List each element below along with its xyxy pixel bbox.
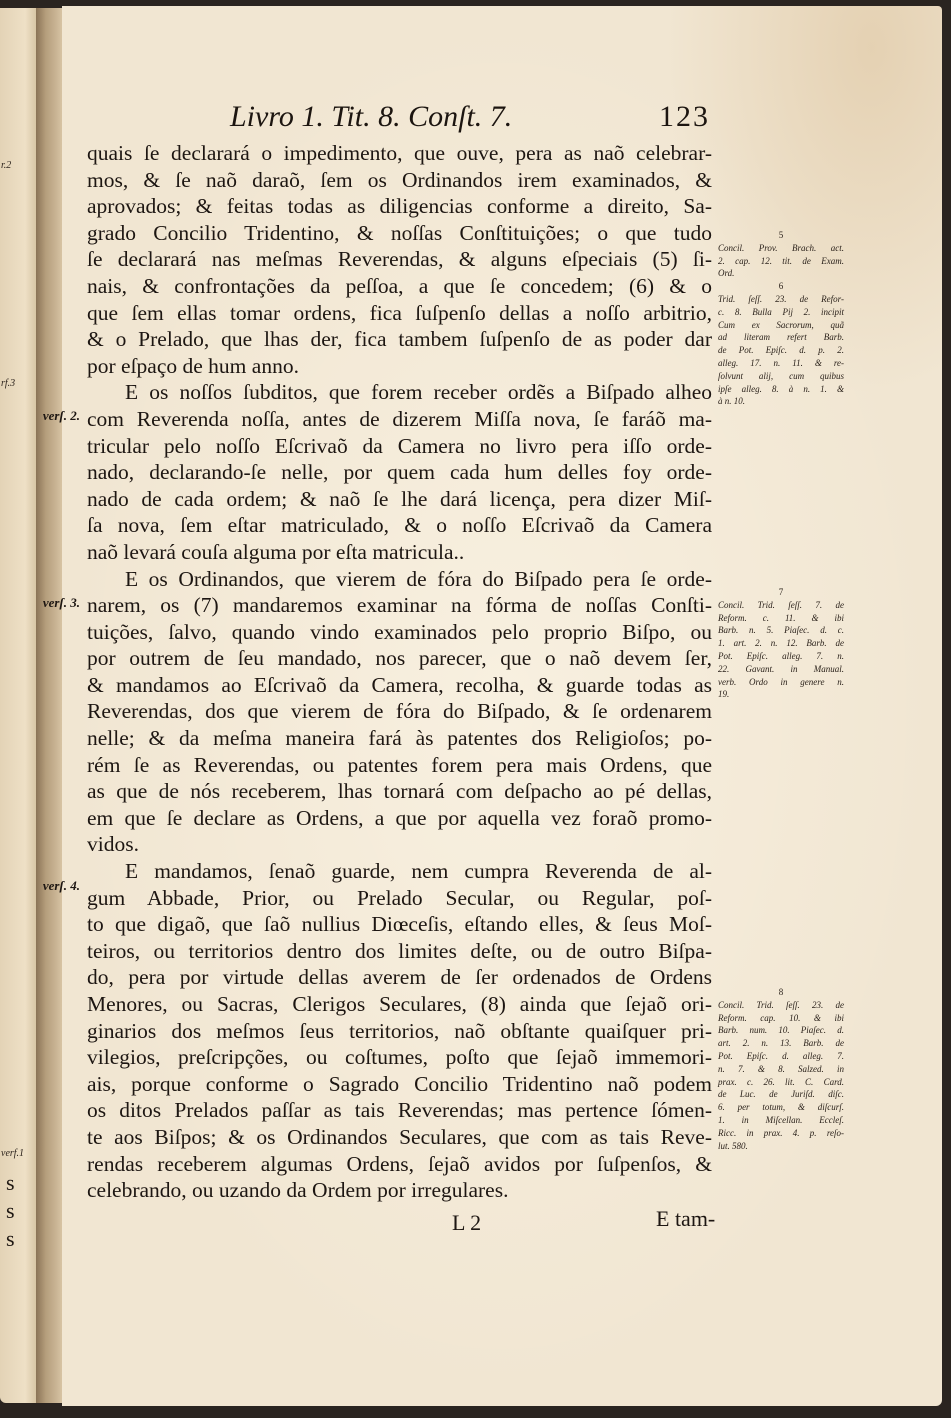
note-line: Ricc. in prax. 4. p. reſo- xyxy=(718,1127,844,1138)
body-line: aprovados; & feitas todas as diligencias conforme a direito, Sa- xyxy=(87,194,712,219)
body-line: do, pera por virtude dellas averem de ſer ordenados de Ordens xyxy=(87,965,712,990)
running-title: Livro 1. Tit. 8. Conſt. 7. xyxy=(230,100,513,133)
body-line: rém ſe as Reverendas, ou patentes forem pera mais Ordens, que xyxy=(87,752,712,777)
body-line: os ditos Prelados paſſar as tais Reverendas; mas pertence ſómen- xyxy=(87,1098,712,1123)
note-line: n. 7. & 8. Salzed. in xyxy=(718,1063,844,1074)
note-line: c. 8. Bulla Pij 2. incipit xyxy=(718,306,844,317)
previous-page-verse-note: r.2 xyxy=(1,160,12,171)
note-line: verb. Ordo in genere n. xyxy=(718,676,844,687)
body-line: mos, & ſe naõ daraõ, ſem os Ordinandos irem examinados, & xyxy=(87,167,712,192)
signature-mark: L 2 xyxy=(452,1210,482,1235)
note-line: lut. 580. xyxy=(718,1140,748,1151)
page-header xyxy=(230,100,710,140)
note-line: Ord. xyxy=(718,268,735,279)
note-line: ſolvunt alij, cum quibus xyxy=(718,370,844,381)
body-line: por outrem de ſeu mandado, nos parecer, que o naõ devem ſer, xyxy=(87,646,712,671)
note-number: 7 xyxy=(778,587,784,597)
body-line: as que de nós receberem, lhas tornará com deſpacho ao pé dellas, xyxy=(87,779,712,804)
note-line: Concil. Prov. Brach. act. xyxy=(718,242,844,253)
note-line: Barb. num. 10. Piaſec. d. xyxy=(718,1025,844,1036)
body-line: nais, & confrontações da peſſoa, a que ſe concedem; (6) & o xyxy=(87,273,712,298)
previous-page-fragment: s xyxy=(6,1226,15,1251)
marginal-note-8 xyxy=(718,986,844,1152)
body-line: em que ſe declare as Ordens, a que por aquella vez foraõ promo- xyxy=(87,805,712,830)
body-line: to que digaõ, que ſaõ nullius Diœceſis, eſtando elles, & ſeus Moſ- xyxy=(87,912,712,937)
body-line: grado Concilio Tridentino, & noſſas Conſtituições; o que tudo xyxy=(87,220,712,245)
note-line: art. 2. n. 13. Barb. de xyxy=(718,1038,844,1049)
note-line: de Luc. de Juriſd. diſc. xyxy=(718,1089,844,1100)
body-line: teiros, ou territorios dentro dos limites deſte, ou de outro Biſpa- xyxy=(87,938,712,963)
body-line: que ſem ellas tomar ordens, fica ſuſpenſo dellas a noſſo arbitrio, xyxy=(87,300,712,325)
body-line: tricular pelo noſſo Eſcrivaõ da Camera no livro pera iſſo orde- xyxy=(87,433,712,458)
body-line: & o Prelado, que lhas der, fica tambem ſuſpenſo de as poder dar xyxy=(87,327,712,352)
body-line: E mandamos, ſenaõ guarde, nem cumpra Reverenda de al- xyxy=(125,859,712,884)
body-line: ſa nova, ſem eſtar matriculado, & o noſſo Eſcrivaõ da Camera xyxy=(87,513,712,538)
body-line: quais ſe declarará o impedimento, que ouve, pera as naõ celebrar- xyxy=(87,141,712,165)
body-line: por eſpaço de hum anno. xyxy=(87,353,299,378)
previous-page-verse-note: verf.1 xyxy=(1,1148,25,1159)
book-gutter xyxy=(36,8,64,1403)
note-line: 22. Gavant. in Manual. xyxy=(718,663,844,674)
body-line: narem, os (7) mandaremos examinar na fórma de noſſas Conſti- xyxy=(87,593,712,618)
note-line: Reform. cap. 10. & ibi xyxy=(718,1012,844,1023)
body-line: vidos. xyxy=(87,832,139,857)
note-line: 19. xyxy=(718,689,730,700)
note-line: ad literam refert Barb. xyxy=(718,332,844,343)
note-line: 2. cap. 12. tit. de Exam. xyxy=(718,255,844,266)
body-line: ais, porque conforme o Sagrado Concilio Tridentino naõ podem xyxy=(87,1071,712,1096)
note-line: Concil. Trid. ſeſſ. 23. de xyxy=(718,999,844,1010)
note-line: 6. per totum, & diſcurſ. xyxy=(718,1102,844,1113)
body-text xyxy=(87,140,712,1204)
body-line: ginarios dos meſmos ſeus territorios, naõ obſtante quaiſquer pri- xyxy=(87,1018,712,1043)
page-number: 123 xyxy=(659,100,710,133)
note-line: Concil. Trid. ſeſſ. 7. de xyxy=(718,599,844,610)
note-line: Trid. ſeſſ. 23. de Refor- xyxy=(718,293,844,304)
note-number: 8 xyxy=(778,987,784,997)
body-line: nelle; & da meſma maneira fará às patentes dos Religioſos; po- xyxy=(87,726,712,751)
body-line: com Reverenda noſſa, antes de dizerem Miſſa nova, ſe faráõ ma- xyxy=(87,406,712,431)
note-line: prax. c. 26. lit. C. Card. xyxy=(718,1076,844,1087)
marginal-note-5 xyxy=(718,229,844,408)
body-line: te aos Biſpos; & os Ordinandos Seculares, que com as tais Reve- xyxy=(87,1124,712,1149)
note-line: 1. art. 2. n. 12. Barb. de xyxy=(718,638,844,649)
body-line: nado, declarando-ſe nelle, por quem cada hum delles foy orde- xyxy=(87,460,712,485)
body-line: & mandamos ao Eſcrivaõ da Camera, recolha, & guarde todas as xyxy=(87,672,712,697)
note-line: ipſe alleg. 8. à n. 1. & xyxy=(718,383,844,394)
note-line: Cum ex Sacrorum, quã xyxy=(718,319,844,330)
catchword: E tam- xyxy=(656,1206,716,1231)
body-line: ſe declarará nas meſmas Reverendas, & alguns eſpeciais (5) ſi- xyxy=(87,247,712,272)
body-line: nado de cada ordem; & naõ ſe lhe dará licença, pera dizer Miſ- xyxy=(87,486,712,511)
previous-page-fragment: s xyxy=(6,1198,15,1223)
note-line: de Pot. Epiſc. d. p. 2. xyxy=(718,345,844,356)
body-line: gum Abbade, Prior, ou Prelado Secular, ou Regular, poſ- xyxy=(87,885,712,910)
body-line: E os noſſos ſubditos, que forem receber ordẽs a Biſpado alheo xyxy=(125,380,712,405)
note-line: Pot. Epiſc. d. alleg. 7. xyxy=(718,1050,844,1061)
note-line: Barb. n. 5. Piaſec. d. c. xyxy=(718,625,844,636)
note-line: Reform. c. 11. & ibi xyxy=(718,612,844,623)
body-line: celebrando, ou uzando da Ordem por irregulares. xyxy=(87,1178,509,1203)
body-line: rendas receberem algumas Ordens, ſejaõ avidos por ſuſpenſos, & xyxy=(87,1151,712,1176)
body-line: Menores, ou Sacras, Clerigos Seculares, (8) ainda que ſejaõ ori- xyxy=(87,992,712,1016)
verse-marker: verſ. 2. xyxy=(42,408,80,423)
previous-page-verse-note: rf.3 xyxy=(1,378,16,389)
marginal-note-7 xyxy=(718,586,844,701)
body-line: tuições, ſalvo, quando vindo examinados pelo proprio Biſpo, ou xyxy=(87,619,712,644)
previous-page-fragment: s xyxy=(6,1170,15,1195)
note-line: 1. in Miſcellan. Eccleſ. xyxy=(718,1114,844,1125)
note-line: Pot. Epiſc. alleg. 7. n. xyxy=(718,650,844,661)
note-number: 5 xyxy=(778,230,784,240)
body-line: E os Ordinandos, que vierem de fóra do Biſpado pera ſe orde- xyxy=(125,566,712,591)
note-line: alleg. 17. n. 11. & re- xyxy=(718,357,844,368)
body-line: naõ levará couſa alguma por eſta matricula.. xyxy=(87,539,465,564)
note-line: à n. 10. xyxy=(718,396,745,407)
body-line: Reverendas, dos que vierem de fóra do Biſpado, & ſe ordenarem xyxy=(87,699,712,724)
note-number: 6 xyxy=(778,281,784,292)
verse-marker: verſ. 3. xyxy=(42,595,80,610)
verse-marker: verſ. 4. xyxy=(42,878,80,893)
body-line: vilegios, preſcripções, ou coſtumes, poſto que ſejaõ immemori- xyxy=(87,1045,712,1070)
